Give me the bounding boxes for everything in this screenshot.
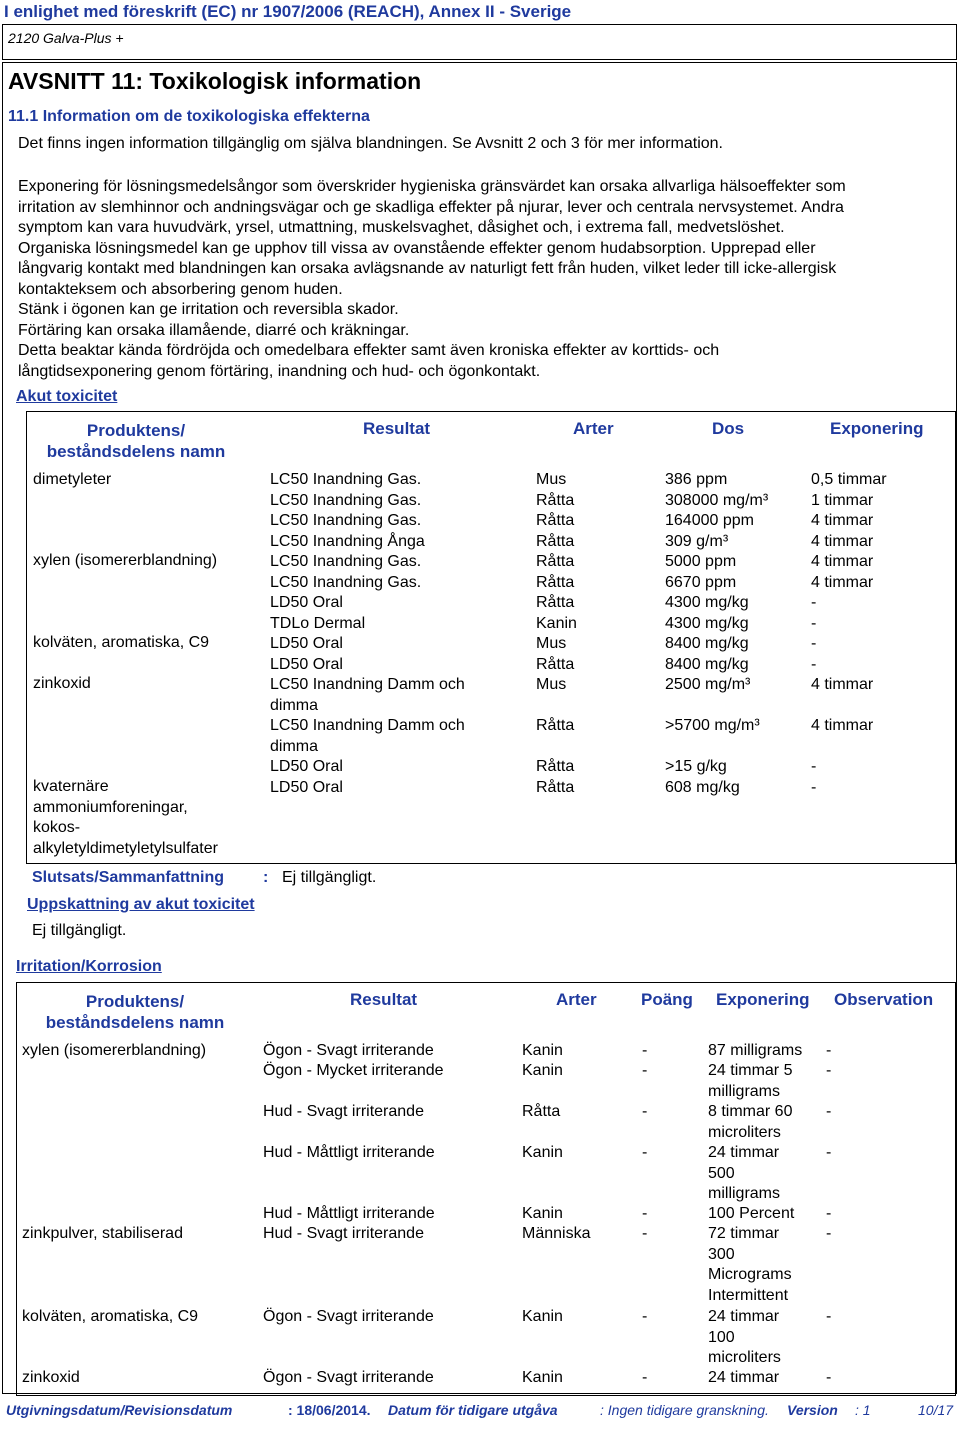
acute-exposure: - <box>811 778 817 796</box>
acute-exposure: 0,5 timmar <box>811 471 887 488</box>
acute-species: Råtta <box>536 594 575 611</box>
paragraph-line: Stänk i ögonen kan ge irritation och reversibla skador. <box>18 301 399 318</box>
acute-exposure: 1 timmar <box>811 491 874 509</box>
irritation-exposure: Micrograms <box>708 1266 792 1283</box>
acute-species: Råtta <box>536 553 575 570</box>
irritation-observation: - <box>826 1103 832 1120</box>
acute-dose: 2500 mg/m³ <box>665 676 751 693</box>
irritation-species: Kanin <box>522 1308 563 1325</box>
acute-dose: 8400 mg/kg <box>665 655 749 673</box>
irritation-exposure: 100 <box>708 1328 735 1346</box>
irritation-exposure: 24 timmar <box>708 1308 780 1325</box>
substance-name: dimetyleter <box>33 471 112 488</box>
paragraph-line: Organiska lösningsmedel kan ge upphov till vissa av ovanstående effekter genom hudabsorption. Upprepad eller <box>18 239 816 257</box>
irritation-header-score: Poäng <box>641 990 693 1009</box>
irritation-species: Råtta <box>522 1103 561 1120</box>
acute-header-result: Resultat <box>363 419 431 438</box>
version-label: Version <box>787 1402 838 1418</box>
paragraph-line: Detta beaktar kända fördröjda och omedelbara effekter samt även kroniska effekter av korttids- och <box>18 342 720 359</box>
acute-estimate-link[interactable]: Uppskattning av akut toxicitet <box>27 896 255 913</box>
acute-species: Mus <box>536 471 567 488</box>
irritation-score: - <box>642 1205 648 1222</box>
acute-header-dose: Dos <box>712 419 745 438</box>
irritation-result: Ögon - Svagt irriterande <box>263 1042 434 1059</box>
regulation-title: I enlighet med föreskrift (EC) nr 1907/2006 (REACH), Annex II - Sverige <box>4 2 572 21</box>
acute-dose: 4300 mg/kg <box>665 594 749 611</box>
document-header <box>0 0 960 24</box>
irritation-exposure: 87 milligrams <box>708 1042 803 1059</box>
acute-species: Råtta <box>536 758 575 775</box>
acute-species: Kanin <box>536 614 577 632</box>
acute-dose: >15 g/kg <box>665 758 727 775</box>
irritation-exposure: milligrams <box>708 1082 780 1100</box>
irritation-observation: - <box>826 1225 832 1242</box>
irritation-exposure: 24 timmar 5 <box>708 1062 793 1079</box>
section-subtitle: 11.1 Information om de toxikologiska effekterna <box>8 108 370 125</box>
header-line: beståndsdelens namn <box>45 1013 225 1032</box>
substance-name: zinkoxid <box>33 675 91 692</box>
acute-exposure: - <box>811 758 817 775</box>
irritation-exposure: 300 <box>708 1245 735 1263</box>
substance-name: alkyletyldimetyletylsulfater <box>33 839 218 857</box>
summary-value: Ej tillgängligt. <box>282 869 377 886</box>
irritation-result: Ögon - Mycket irriterande <box>263 1062 444 1079</box>
issue-date-label: Utgivningsdatum/Revisionsdatum <box>6 1402 233 1418</box>
acute-result: LC50 Inandning Damm och <box>270 717 465 734</box>
irritation-result: Ögon - Svagt irriterande <box>263 1308 434 1325</box>
issue-date-value: : 18/06/2014. <box>288 1402 371 1418</box>
irritation-observation: - <box>826 1042 832 1059</box>
irritation-header-species: Arter <box>556 990 597 1009</box>
paragraph-line: långvarig kontakt med blandningen kan orsaka avlägsnande av naturligt fett från huden, vilket leder till icke-allergisk <box>18 260 837 277</box>
acute-dose: 6670 ppm <box>665 573 737 591</box>
substance-name: ammoniumforeningar, <box>33 798 188 816</box>
acute-result: dimma <box>270 696 319 714</box>
acute-exposure: 4 timmar <box>811 512 874 529</box>
irritation-result: Hud - Måttligt irriterande <box>263 1144 435 1161</box>
irritation-header-result: Resultat <box>350 990 418 1009</box>
acute-result: TDLo Dermal <box>270 614 366 632</box>
previous-issue-label: Datum för tidigare utgåva <box>388 1402 558 1418</box>
summary-label: Slutsats/Sammanfattning <box>32 869 225 886</box>
acute-result: LC50 Inandning Gas. <box>270 491 422 509</box>
acute-exposure: 4 timmar <box>811 573 874 591</box>
substance-name: zinkpulver, stabiliserad <box>22 1225 183 1242</box>
acute-result: LC50 Inandning Gas. <box>270 471 422 488</box>
acute-result: dimma <box>270 737 319 755</box>
substance-name: kvaternäre <box>33 778 109 795</box>
irritation-exposure: microliters <box>708 1123 781 1141</box>
irritation-exposure: 500 <box>708 1164 735 1182</box>
substance-name: xylen (isomererblandning) <box>22 1042 207 1059</box>
irritation-header-exposure: Exponering <box>716 990 810 1009</box>
irritation-species: Kanin <box>522 1144 563 1161</box>
paragraph-line: irritation av slemhinnor och andningsvägar och ge skadliga effekter på njurar, lever och centrala nervsystemet. Andra <box>18 198 844 216</box>
irritation-header-product <box>16 991 254 1033</box>
acute-exposure: 4 timmar <box>811 532 874 550</box>
irritation-exposure: 72 timmar <box>708 1225 780 1242</box>
acute-species: Råtta <box>536 717 575 734</box>
acute-species: Råtta <box>536 532 575 550</box>
irritation-exposure: 24 timmar <box>708 1144 780 1161</box>
acute-header-species: Arter <box>573 419 614 438</box>
previous-issue-value: : Ingen tidigare granskning. <box>600 1402 769 1418</box>
paragraph-line: Exponering för lösningsmedelsångor som överskrider hygieniska gränsvärdet kan orsaka allvarliga hälsoeffekter som <box>18 178 846 195</box>
irritation-observation: - <box>826 1369 832 1386</box>
irritation-species: Kanin <box>522 1369 563 1386</box>
acute-dose: >5700 mg/m³ <box>665 717 760 734</box>
irritation-observation: - <box>826 1308 832 1325</box>
acute-dose: 308000 mg/m³ <box>665 491 769 509</box>
acute-species: Råtta <box>536 655 575 673</box>
acute-result: LD50 Oral <box>270 758 343 775</box>
irritation-observation: - <box>826 1205 832 1222</box>
acute-estimate-value: Ej tillgängligt. <box>32 922 127 939</box>
irritation-result: Hud - Svagt irriterande <box>263 1103 424 1120</box>
paragraph-line: symptom kan vara huvudvärk, yrsel, utmattning, muskelsvaghet, dåsighet och, i extrema fall, medvetslöshet. <box>18 219 785 236</box>
irritation-score: - <box>642 1144 648 1161</box>
irritation-exposure: 24 timmar <box>708 1369 780 1386</box>
acute-species: Råtta <box>536 573 575 591</box>
irritation-score: - <box>642 1308 648 1325</box>
irritation-species: Kanin <box>522 1205 563 1222</box>
summary-colon: : <box>263 869 269 886</box>
header-line: beståndsdelens namn <box>46 442 226 461</box>
acute-species: Råtta <box>536 778 575 796</box>
intro-text: Det finns ingen information tillgänglig om själva blandningen. Se Avsnitt 2 och 3 för mer information. <box>18 135 723 152</box>
irritation-species: Kanin <box>522 1042 563 1059</box>
irritation-result: Hud - Måttligt irriterande <box>263 1205 435 1222</box>
acute-species: Mus <box>536 676 567 693</box>
version-value: : 1 <box>855 1402 871 1418</box>
acute-result: LC50 Inandning Gas. <box>270 553 422 570</box>
acute-result: LD50 Oral <box>270 594 343 611</box>
acute-result: LC50 Inandning Gas. <box>270 573 422 591</box>
substance-name: zinkoxid <box>22 1369 80 1386</box>
acute-dose: 608 mg/kg <box>665 778 740 796</box>
irritation-score: - <box>642 1062 648 1079</box>
acute-toxicity-link[interactable]: Akut toxicitet <box>16 388 118 405</box>
page-number: 10/17 <box>918 1402 954 1418</box>
acute-result: LC50 Inandning Damm och <box>270 676 465 693</box>
irritation-exposure: 100 Percent <box>708 1205 795 1222</box>
acute-exposure: - <box>811 635 817 652</box>
irritation-exposure: milligrams <box>708 1185 780 1202</box>
header-line: Produktens/ <box>86 421 186 440</box>
irritation-exposure: 8 timmar 60 <box>708 1103 793 1120</box>
acute-dose: 164000 ppm <box>665 512 754 529</box>
substance-name: kolväten, aromatiska, C9 <box>33 634 210 651</box>
section-title: AVSNITT 11: Toxikologisk information <box>8 68 422 94</box>
acute-dose: 309 g/m³ <box>665 532 729 550</box>
irritation-score: - <box>642 1369 648 1386</box>
substance-name: kolväten, aromatiska, C9 <box>22 1308 199 1325</box>
product-name: 2120 Galva-Plus + <box>8 30 124 46</box>
acute-species: Mus <box>536 635 567 652</box>
acute-result: LD50 Oral <box>270 635 343 652</box>
irritation-exposure: Intermittent <box>708 1286 789 1304</box>
acute-exposure: - <box>811 655 817 673</box>
acute-result: LD50 Oral <box>270 778 343 796</box>
product-name-box <box>2 24 957 60</box>
paragraph-line: långtidsexponering genom förtäring, inandning och hud- och ögonkontakt. <box>18 362 541 380</box>
acute-dose: 8400 mg/kg <box>665 635 749 652</box>
irritation-observation: - <box>826 1144 832 1161</box>
acute-dose: 386 ppm <box>665 471 728 488</box>
irritation-species: Kanin <box>522 1062 563 1079</box>
irritation-result: Ögon - Svagt irriterande <box>263 1369 434 1386</box>
irritation-exposure: microliters <box>708 1349 781 1366</box>
header-line: Produktens/ <box>85 992 185 1011</box>
acute-exposure: 4 timmar <box>811 676 874 693</box>
irritation-header-observation: Observation <box>834 990 934 1009</box>
irritation-species: Människa <box>522 1225 591 1242</box>
irritation-observation: - <box>826 1062 832 1079</box>
irritation-result: Hud - Svagt irriterande <box>263 1225 424 1242</box>
acute-exposure: 4 timmar <box>811 717 874 734</box>
acute-result: LC50 Inandning Ånga <box>270 532 425 550</box>
irritation-score: - <box>642 1225 648 1242</box>
acute-exposure: - <box>811 594 817 611</box>
substance-name: xylen (isomererblandning) <box>33 552 218 569</box>
acute-result: LD50 Oral <box>270 655 343 673</box>
acute-species: Råtta <box>536 491 575 509</box>
acute-exposure: 4 timmar <box>811 553 874 570</box>
irritation-score: - <box>642 1042 648 1059</box>
substance-name: kokos- <box>33 819 81 836</box>
acute-result: LC50 Inandning Gas. <box>270 512 422 529</box>
paragraph-line: Förtäring kan orsaka illamående, diarré och kräkningar. <box>18 321 410 339</box>
acute-species: Råtta <box>536 512 575 529</box>
acute-header-product <box>26 420 246 462</box>
page-footer <box>0 1398 960 1424</box>
acute-header-exposure: Exponering <box>830 419 924 438</box>
health-effects-paragraph <box>18 177 846 382</box>
acute-dose: 5000 ppm <box>665 553 737 570</box>
paragraph-line: kontakteksem och absorbering genom huden. <box>18 280 343 298</box>
irritation-score: - <box>642 1103 648 1120</box>
acute-dose: 4300 mg/kg <box>665 614 749 632</box>
acute-exposure: - <box>811 614 817 632</box>
irritation-corrosion-link[interactable]: Irritation/Korrosion <box>16 958 162 975</box>
